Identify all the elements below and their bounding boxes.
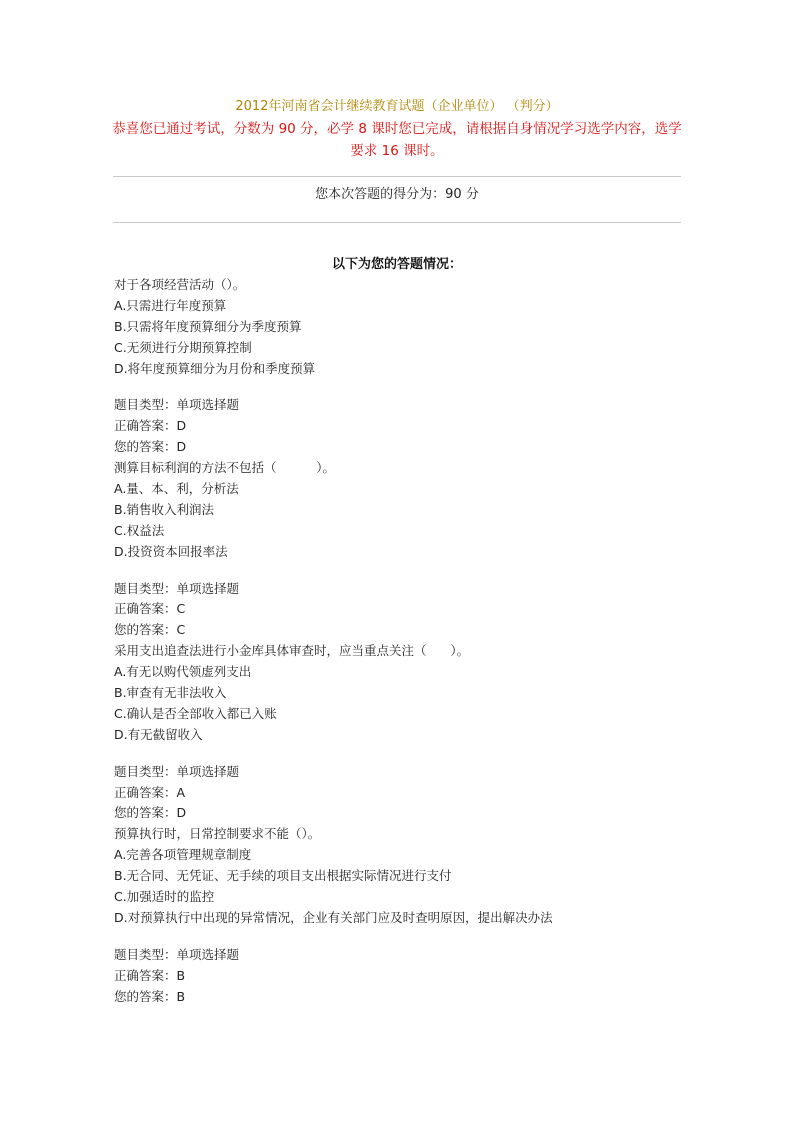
- question-type: 题目类型：单项选择题: [114, 397, 240, 413]
- option-d: D.有无截留收入: [114, 726, 203, 742]
- option-a: A.只需进行年度预算: [114, 297, 227, 313]
- question-item: [114, 458, 694, 641]
- option-d: D.将年度预算细分为月份和季度预算: [114, 360, 316, 376]
- question-text: 采用支出追查法进行小金库具体审查时，应当重点关注（ ）。: [114, 643, 470, 659]
- question-type: 题目类型：单项选择题: [114, 763, 240, 779]
- correct-answer: 正确答案：D: [114, 418, 187, 434]
- option-c: C.加强适时的监控: [114, 889, 215, 905]
- option-c: C.无须进行分期预算控制: [114, 339, 252, 355]
- score-summary: 您本次答题的得分为：90 分: [315, 187, 479, 202]
- question-item: [114, 824, 694, 1007]
- question-type: 题目类型：单项选择题: [114, 580, 240, 596]
- page-title: 2012年河南省会计继续教育试题（企业单位） （判分）: [235, 99, 559, 114]
- option-b: B.无合同、无凭证、无手续的项目支出根据实际情况进行支付: [114, 868, 452, 884]
- question-list: [114, 275, 694, 1008]
- option-a: A.有无以购代领虚列支出: [114, 664, 252, 680]
- divider-top: [113, 176, 681, 177]
- option-a: A.完善各项管理规章制度: [114, 847, 252, 863]
- question-text: 测算目标利润的方法不包括（ ）。: [114, 460, 335, 476]
- question-item: [114, 275, 694, 458]
- your-answer: 您的答案：B: [114, 988, 186, 1004]
- correct-answer: 正确答案：B: [114, 967, 186, 983]
- correct-answer: 正确答案：A: [114, 784, 186, 800]
- option-a: A.量、本、利，分析法: [114, 481, 239, 497]
- option-c: C.确认是否全部收入都已入账: [114, 705, 277, 721]
- option-c: C.权益法: [114, 522, 165, 538]
- divider-bottom: [113, 222, 681, 223]
- section-heading: 以下为您的答题情况：: [331, 257, 462, 272]
- correct-answer: 正确答案：C: [114, 601, 186, 617]
- question-text: 预算执行时，日常控制要求不能（）。: [114, 826, 321, 842]
- your-answer: 您的答案：D: [114, 805, 187, 821]
- option-d: D.对预算执行中出现的异常情况，企业有关部门应及时查明原因，提出解决办法: [114, 909, 553, 925]
- option-b: B.只需将年度预算细分为季度预算: [114, 318, 302, 334]
- your-answer: 您的答案：C: [114, 622, 186, 638]
- option-d: D.投资资本回报率法: [114, 543, 228, 559]
- question-item: [114, 641, 694, 824]
- option-b: B.审查有无非法收入: [114, 685, 227, 701]
- option-b: B.销售收入利润法: [114, 501, 215, 517]
- question-type: 题目类型：单项选择题: [114, 946, 240, 962]
- question-text: 对于各项经营活动（）。: [114, 277, 246, 292]
- your-answer: 您的答案：D: [114, 439, 187, 455]
- pass-message: 恭喜您已通过考试，分数为 90 分，必学 8 课时您已完成，请根据自身情况学习选学内容，选学要求 16 课时。: [112, 121, 682, 159]
